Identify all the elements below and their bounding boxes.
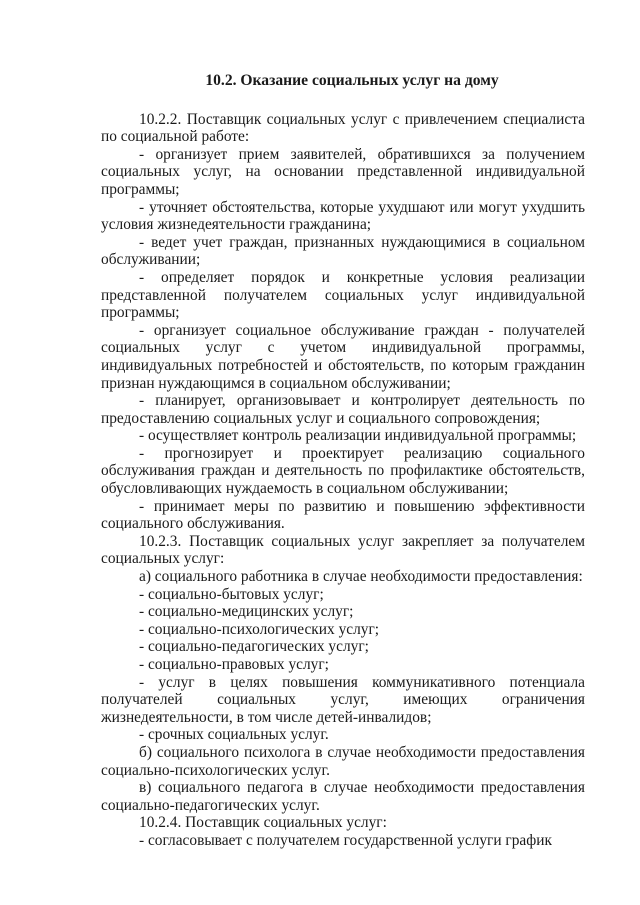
paragraph: в) социального педагога в случае необходимости предоставления социально-педагогических услуг.: [101, 779, 585, 814]
paragraph: - организует социальное обслуживание граждан - получателей социальных услуг с учетом индивидуальной программы, индивидуальных потребностей и обстоятельств, по которым гражданин признан нуждающимся в социальном обслуживании;: [101, 321, 585, 392]
paragraph: - принимает меры по развитию и повышению эффективности социального обслуживания.: [101, 497, 585, 533]
paragraph: а) социального работника в случае необходимости предоставления:: [139, 568, 583, 586]
paragraph: - осуществляет контроль реализации индивидуальной программы;: [139, 427, 577, 445]
section-title: 10.2. Оказание социальных услуг на дому: [205, 72, 499, 89]
paragraph: 10.2.2. Поставщик социальных услуг с привлечением специалиста по социальной работе:: [101, 110, 585, 146]
paragraph: - социально-бытовых услуг;: [139, 585, 324, 603]
paragraph: б) социального психолога в случае необходимости предоставления социально-психологических услуг.: [101, 743, 585, 779]
paragraph: - социально-медицинских услуг;: [139, 603, 354, 621]
paragraph: - уточняет обстоятельства, которые ухудшают или могут ухудшить условия жизнедеятельности гражданина;: [101, 198, 585, 234]
paragraph: - социально-педагогических услуг;: [139, 638, 369, 656]
paragraph: - социально-правовых услуг;: [139, 656, 329, 673]
paragraph: - планирует, организовывает и контролирует деятельность по предоставлению социальных услуг и социального сопровождения;: [101, 392, 585, 427]
paragraph: - согласовывает с получателем государственной услуги график: [139, 831, 552, 849]
document-page: [101, 66, 585, 850]
paragraph: 10.2.3. Поставщик социальных услуг закрепляет за получателем социальных услуг:: [101, 532, 585, 568]
paragraph: - социально-психологических услуг;: [139, 620, 380, 638]
paragraph: - прогнозирует и проектирует реализацию социального обслуживания граждан и деятельность по профилактике обстоятельств, обусловливающих нуждаемость в социальном обслуживании;: [101, 444, 585, 498]
paragraph: - организует прием заявителей, обратившихся за получением социальных услуг, на основании представленной индивидуальной программы;: [101, 145, 585, 198]
document-body: [101, 111, 585, 850]
paragraph: - ведет учет граждан, признанных нуждающимися в социальном обслуживании;: [101, 233, 585, 269]
paragraph: - определяет порядок и конкретные условия реализации представленной получателем социальных услуг индивидуальной программы;: [101, 268, 585, 322]
paragraph: - услуг в целях повышения коммуникативного потенциала получателей социальных услуг, имеющих ограничения жизнедеятельности, в том числе детей-инвалидов;: [101, 673, 585, 726]
paragraph: - срочных социальных услуг.: [139, 726, 329, 744]
paragraph: 10.2.4. Поставщик социальных услуг:: [139, 814, 387, 832]
